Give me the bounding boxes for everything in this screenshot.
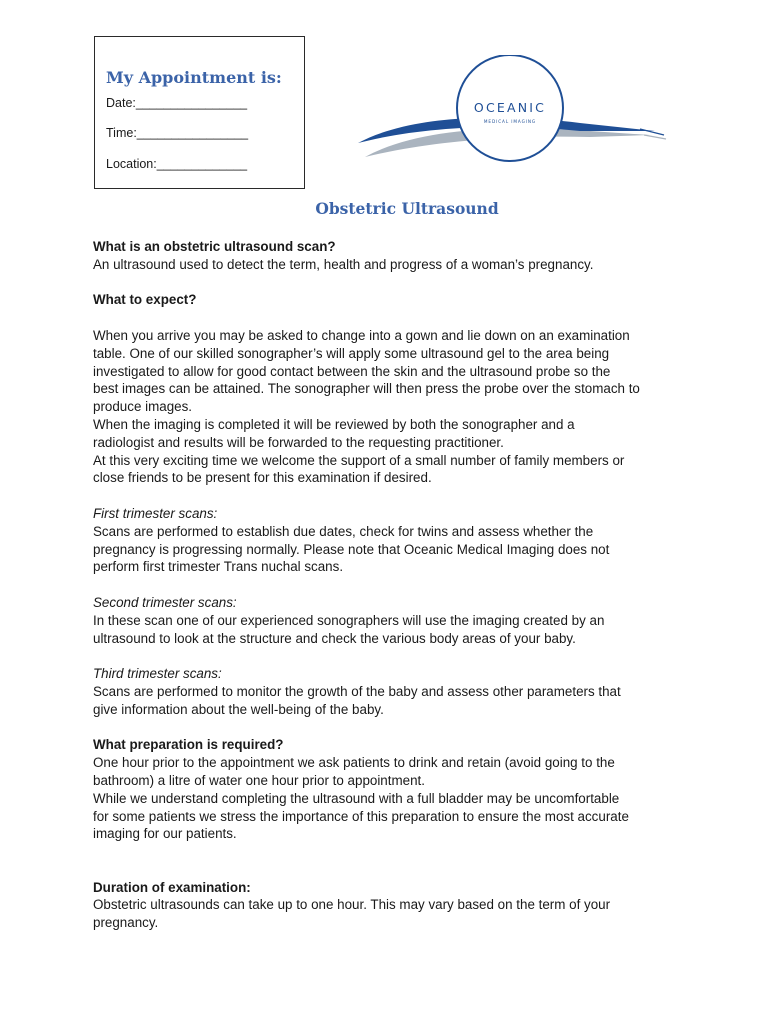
text-line: pregnancy. — [93, 915, 159, 931]
text-line: Scans are performed to monitor the growth of the baby and assess other parameters that — [93, 683, 621, 699]
appointment-box — [94, 36, 305, 189]
text-line: bathroom) a litre of water one hour prior to appointment. — [93, 772, 425, 788]
text-line: In these scan one of our experienced sonographers will use the imaging created by an — [93, 612, 605, 628]
text-line: table. One of our skilled sonographer’s will apply some ultrasound gel to the area being — [93, 345, 610, 361]
text-line: imaging for our patients. — [93, 826, 237, 842]
text-line: radiologist and results will be forwarded to the requesting practitioner. — [93, 434, 504, 450]
document-body — [93, 238, 693, 932]
text-line: When the imaging is completed it will be reviewed by both the sonographer and a — [93, 416, 575, 432]
logo-brand: OCEANIC — [473, 100, 547, 115]
text-line: for some patients we stress the importance of this preparation to ensure the most accurate — [93, 808, 629, 824]
text-line: Obstetric ultrasounds can take up to one hour. This may vary based on the term of your — [93, 897, 611, 913]
text-line: perform first trimester Trans nuchal scans. — [93, 559, 344, 575]
text-what-is: An ultrasound used to detect the term, health and progress of a woman’s pregnancy. — [93, 256, 594, 272]
text-line: At this very exciting time we welcome the support of a small number of family members or — [93, 452, 625, 468]
text-line: produce images. — [93, 399, 192, 415]
heading-second-trimester: Second trimester scans: — [93, 594, 237, 610]
heading-what-is: What is an obstetric ultrasound scan? — [93, 239, 336, 254]
date-field: Date:________________ — [106, 96, 248, 110]
heading-third-trimester: Third trimester scans: — [93, 666, 222, 682]
text-line: pregnancy is progressing normally. Please note that Oceanic Medical Imaging does not — [93, 541, 610, 557]
oceanic-logo — [350, 55, 670, 175]
location-field: Location:_____________ — [106, 157, 248, 171]
time-field: Time:________________ — [106, 126, 249, 140]
text-line: While we understand completing the ultrasound with a full bladder may be uncomfortable — [93, 790, 620, 806]
text-line: close friends to be present for this examination if desired. — [93, 470, 432, 486]
heading-preparation: What preparation is required? — [93, 737, 284, 753]
logo-subtitle: MEDICAL IMAGING — [483, 119, 537, 124]
text-line: One hour prior to the appointment we ask patients to drink and retain (avoid going to the — [93, 755, 615, 771]
appointment-heading: My Appointment is: — [106, 68, 282, 87]
heading-duration: Duration of examination: — [93, 879, 251, 895]
text-line: ultrasound to look at the structure and check the various body areas of your baby. — [93, 630, 576, 646]
text-line: investigated to allow for good contact between the skin and the ultrasound probe so the — [93, 363, 611, 379]
heading-first-trimester: First trimester scans: — [93, 505, 218, 521]
heading-what-to-expect: What to expect? — [93, 292, 197, 308]
text-line: Scans are performed to establish due dates, check for twins and assess whether the — [93, 523, 594, 539]
text-line: best images can be attained. The sonographer will then press the probe over the stomach to — [93, 381, 640, 397]
text-line: When you arrive you may be asked to change into a gown and lie down on an examination — [93, 327, 630, 343]
page-title: Obstetric Ultrasound — [315, 199, 499, 218]
text-line: give information about the well-being of the baby. — [93, 701, 384, 717]
